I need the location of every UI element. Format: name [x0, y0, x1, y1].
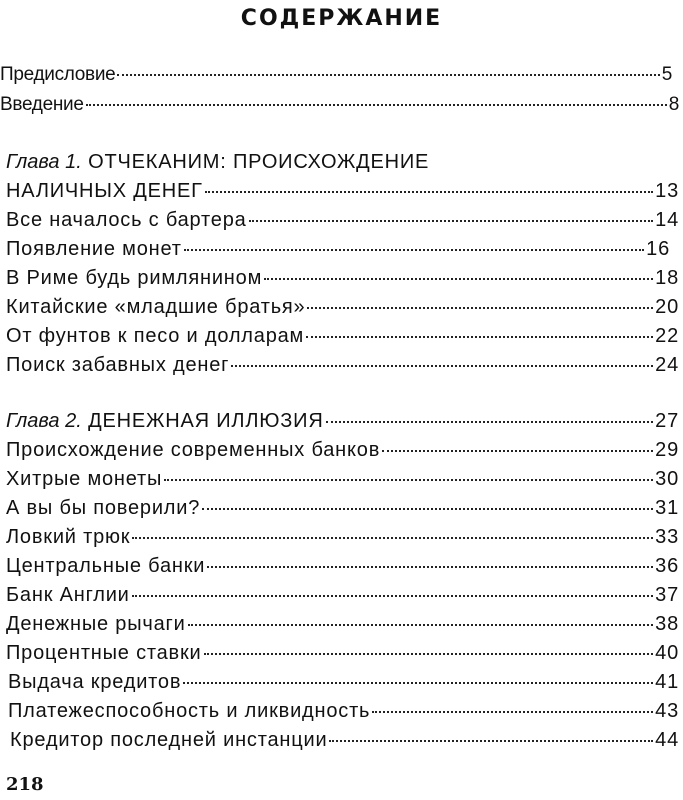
toc-entry-page: 36	[655, 555, 679, 577]
dot-leader	[117, 74, 659, 76]
dot-leader	[184, 249, 644, 251]
toc-entry	[6, 555, 679, 578]
dot-leader	[164, 479, 653, 481]
toc-entry	[6, 296, 679, 319]
toc-entry	[6, 497, 679, 520]
toc-entry-title: А вы бы поверили?	[6, 497, 201, 519]
toc-entry-preface	[0, 64, 672, 86]
dot-leader	[86, 104, 667, 106]
toc-entry-title: Происхождение современных банков	[6, 439, 381, 461]
dot-leader	[249, 220, 654, 222]
chapter-1-heading	[6, 151, 429, 174]
toc-entry-page: 29	[655, 439, 679, 461]
dot-leader	[326, 421, 654, 423]
toc-entry	[6, 526, 679, 549]
toc-entry-title: Ловкий трюк	[6, 526, 131, 548]
dot-leader	[188, 624, 654, 626]
chapter-title: ДЕНЕЖНАЯ ИЛЛЮЗИЯ	[88, 410, 324, 432]
toc-entry-title: Кредитор последней инстанции	[10, 729, 328, 751]
chapter-1-heading-cont	[6, 180, 679, 203]
toc-entry-page: 31	[655, 497, 679, 519]
toc-entry-title: Китайские «младшие братья»	[6, 296, 306, 318]
dot-leader	[202, 508, 653, 510]
toc-entry-title: Центральные банки	[6, 555, 206, 577]
toc-entry-page: 37	[655, 584, 679, 606]
dot-leader	[264, 278, 653, 280]
toc-entry-page: 40	[655, 642, 679, 664]
toc-entry-page: 16	[646, 238, 670, 260]
dot-leader	[231, 365, 653, 367]
toc-entry-page: 5	[661, 64, 672, 85]
dot-leader	[132, 595, 653, 597]
toc-entry-title: Все началось с бартера	[6, 209, 247, 231]
dot-leader	[306, 336, 653, 338]
toc-entry-page: 8	[668, 94, 679, 115]
chapter-title: ОТЧЕКАНИМ: ПРОИСХОЖДЕНИЕ	[88, 151, 430, 173]
toc-entry	[6, 209, 679, 232]
toc-entry	[6, 439, 679, 462]
toc-entry-title: Появление монет	[6, 238, 182, 260]
dot-leader	[205, 191, 653, 193]
toc-entry	[6, 613, 679, 636]
toc-entry-page: 44	[655, 729, 679, 751]
toc-entry-page: 18	[655, 267, 679, 289]
toc-entry-page: 43	[655, 700, 679, 722]
toc-entry-page: 38	[655, 613, 679, 635]
toc-entry-page: 20	[655, 296, 679, 318]
toc-entry-title: Хитрые монеты	[6, 468, 163, 490]
chapter-2-heading	[6, 410, 679, 433]
toc-entry	[6, 238, 670, 261]
dot-leader	[372, 711, 653, 713]
page-number: 218	[6, 774, 44, 795]
toc-entry	[8, 671, 679, 694]
toc-entry-introduction	[0, 94, 679, 116]
toc-entry	[6, 267, 679, 290]
toc-entry-title: Платежеспособность и ликвидность	[8, 700, 371, 722]
toc-heading: СОДЕРЖАНИЕ	[240, 6, 443, 31]
toc-entry-title: Процентные ставки	[6, 642, 202, 664]
toc-entry-title: Денежные рычаги	[6, 613, 186, 635]
toc-entry-page: 22	[655, 325, 679, 347]
toc-entry	[6, 584, 679, 607]
dot-leader	[307, 307, 653, 309]
chapter-title: НАЛИЧНЫХ ДЕНЕГ	[6, 180, 203, 202]
toc-entry	[10, 729, 679, 752]
toc-entry	[6, 642, 679, 665]
chapter-label: Глава 2.	[6, 410, 82, 432]
toc-entry-page: 30	[655, 468, 679, 490]
toc-entry	[6, 354, 679, 377]
dot-leader	[204, 653, 654, 655]
toc-entry	[6, 325, 679, 348]
toc-entry-page: 41	[655, 671, 679, 693]
toc-entry	[6, 468, 679, 491]
toc-entry-page: 13	[655, 180, 679, 202]
dot-leader	[183, 682, 653, 684]
dot-leader	[382, 450, 653, 452]
dot-leader	[329, 740, 653, 742]
toc-entry-title: Введение	[0, 94, 84, 115]
toc-entry-title: Поиск забавных денег	[6, 354, 230, 376]
toc-entry-page: 27	[655, 410, 679, 432]
toc-entry-page: 24	[655, 354, 679, 376]
toc-entry-title: Выдача кредитов	[8, 671, 182, 693]
toc-entry-title: Предисловие	[0, 64, 116, 85]
dot-leader	[132, 537, 653, 539]
chapter-label: Глава 1.	[6, 151, 82, 173]
toc-entry-title: Банк Англии	[6, 584, 130, 606]
toc-entry-page: 14	[655, 209, 679, 231]
toc-entry-title: В Риме будь римлянином	[6, 267, 263, 289]
toc-entry-page: 33	[655, 526, 679, 548]
toc-entry	[8, 700, 679, 723]
toc-entry-title: От фунтов к песо и долларам	[6, 325, 305, 347]
dot-leader	[207, 566, 653, 568]
